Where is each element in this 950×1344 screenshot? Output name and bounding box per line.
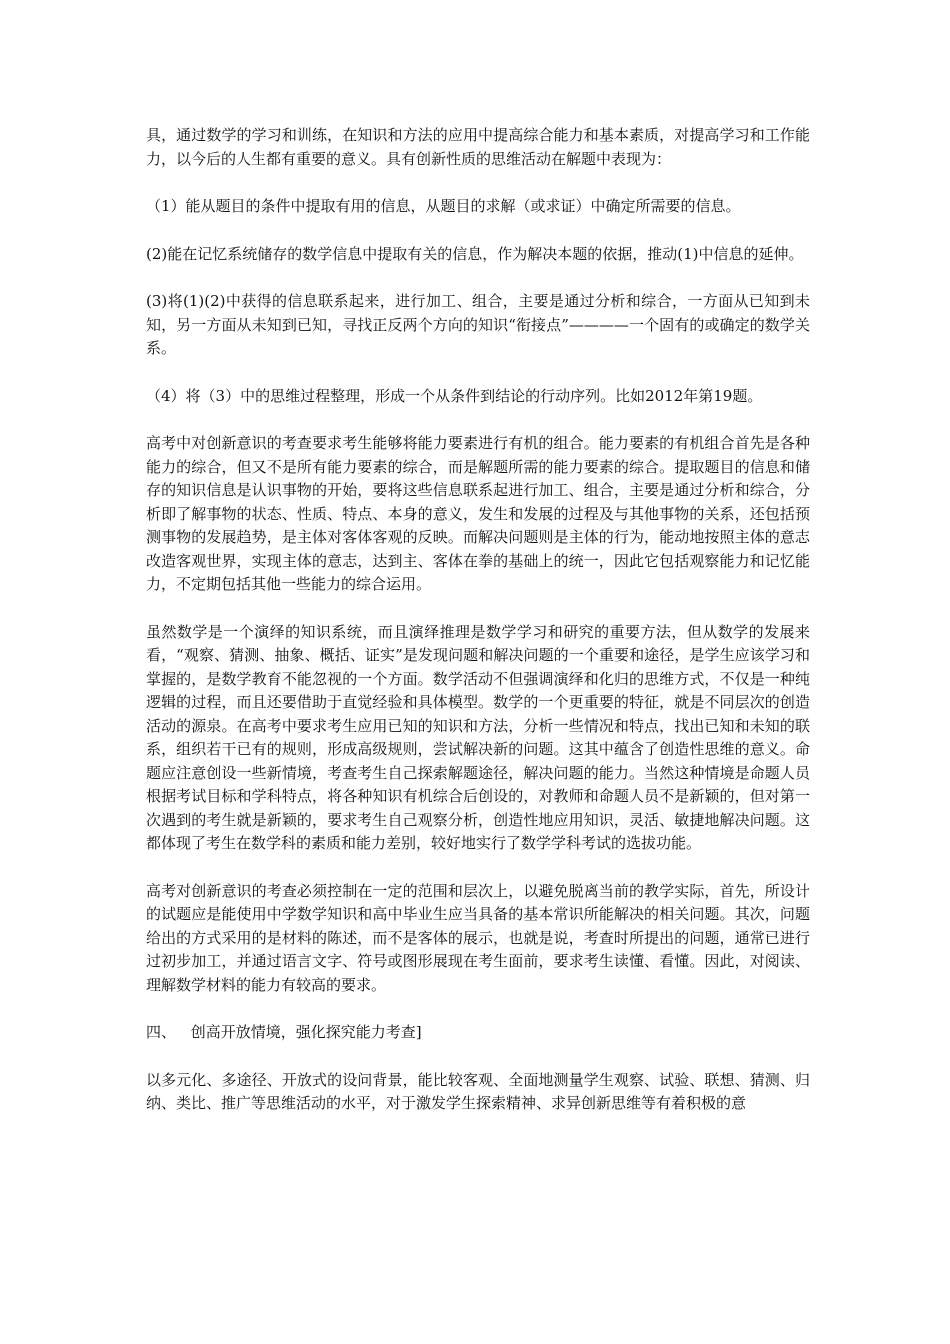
paragraph-item-2: (2)能在记忆系统储存的数学信息中提取有关的信息，作为解决本题的依据，推动(1)中信息的延伸。	[146, 244, 804, 263]
section-title: 创高开放情境，强化探究能力考查]	[190, 1023, 422, 1041]
paragraph-deductive-system: 虽然数学是一个演绎的知识系统，而且演绎推理是数学学习和研究的重要方法，但从数学的发展来看，“观察、猜测、抽象、概括、证实”是发现问题和解决问题的一个重要和途径，是学生应该学习和掌握的，是数学教育不能忽视的一个方面。数学活动不但强调演绎和化归的思维方式，不仅是一种纯逻辑的过程，而且还要借助于直觉经验和具体模型。数学的一个更重要的特征，就是不同层次的创造活动的源泉。在高考中要求考生应用已知的知识和方法，分析一些情况和特点，找出已知和未知的联系，组织若干已有的规则，形成高级规则，尝试解决新的问题。这其中蕴含了创造性思维的意义。命题应注意创设一些新情境，考查考生自己探索解题途径，解决问题的能力。当然这种情境是命题人员根据考试目标和学科特点，将各种知识有机综合后创设的，对教师和命题人员不是新颖的，但对第一次遇到的考生就是新颖的，要求考生自己观察分析，创造性地应用知识，灵活、敏捷地解决问题。这都体现了考生在数学科的素质和能力差别，较好地实行了数学学科考试的选拔功能。	[146, 622, 810, 852]
paragraph-innovation-requirements: 高考中对创新意识的考查要求考生能够将能力要素进行有机的组合。能力要素的有机组合首先是各种能力的综合，但又不是所有能力要素的综合，而是解题所需的能力要素的综合。提取题目的信息和储存的知识信息是认识事物的开始，要将这些信息联系起进行加工、组合，主要是通过分析和综合，分析即了解事物的状态、性质、特点、本身的意义，发生和发展的过程及与其他事物的关系，还包括预测事物的发展趋势，是主体对客体客观的反映。而解决问题则是主体的行为，能动地按照主体的意志改造客观世界，实现主体的意志，达到主、客体在拳的基础上的统一，因此它包括观察能力和记忆能力，不定期包括其他一些能力的综合运用。	[146, 434, 810, 593]
section-heading	[146, 1021, 810, 1045]
paragraph-open-context: 以多元化、多途径、开放式的设问背景，能比较客观、全面地测量学生观察、试验、联想、猜测、归纳、类比、推广等思维活动的水平，对于激发学生探索精神、求异创新思维等有着积极的意	[146, 1070, 810, 1112]
paragraph-item-3: (3)将(1)(2)中获得的信息联系起来，进行加工、组合，主要是通过分析和综合，一方面从已知到未知，另一方面从未知到已知，寻找正反两个方向的知识“衔接点”————一个固有的或确定的数学关系。	[146, 292, 810, 357]
paragraph-scope-control: 高考对创新意识的考查必须控制在一定的范围和层次上，以避免脱离当前的教学实际，首先，所设计的试题应是能使用中学数学知识和高中毕业生应当具备的基本常识所能解决的相关问题。其次，问题给出的方式采用的是材料的陈述，而不是客体的展示，也就是说，考查时所提出的问题，通常已进行过初步加工，并通过语言文字、符号或图形展现在考生面前，要求考生读懂、看懂。因此，对阅读、理解数学材料的能力有较高的要求。	[146, 881, 810, 994]
paragraph-item-1: （1）能从题目的条件中提取有用的信息，从题目的求解（或求证）中确定所需要的信息。	[146, 197, 741, 215]
paragraph-item-4: （4）将（3）中的思维过程整理，形成一个从条件到结论的行动序列。比如2012年第19题。	[146, 386, 763, 405]
section-number: 四、	[146, 1023, 177, 1041]
paragraph-intro: 具，通过数学的学习和训练，在知识和方法的应用中提高综合能力和基本素质，对提高学习和工作能力，以今后的人生都有重要的意义。具有创新性质的思维活动在解题中表现为：	[146, 126, 810, 168]
document-page	[146, 124, 810, 1140]
